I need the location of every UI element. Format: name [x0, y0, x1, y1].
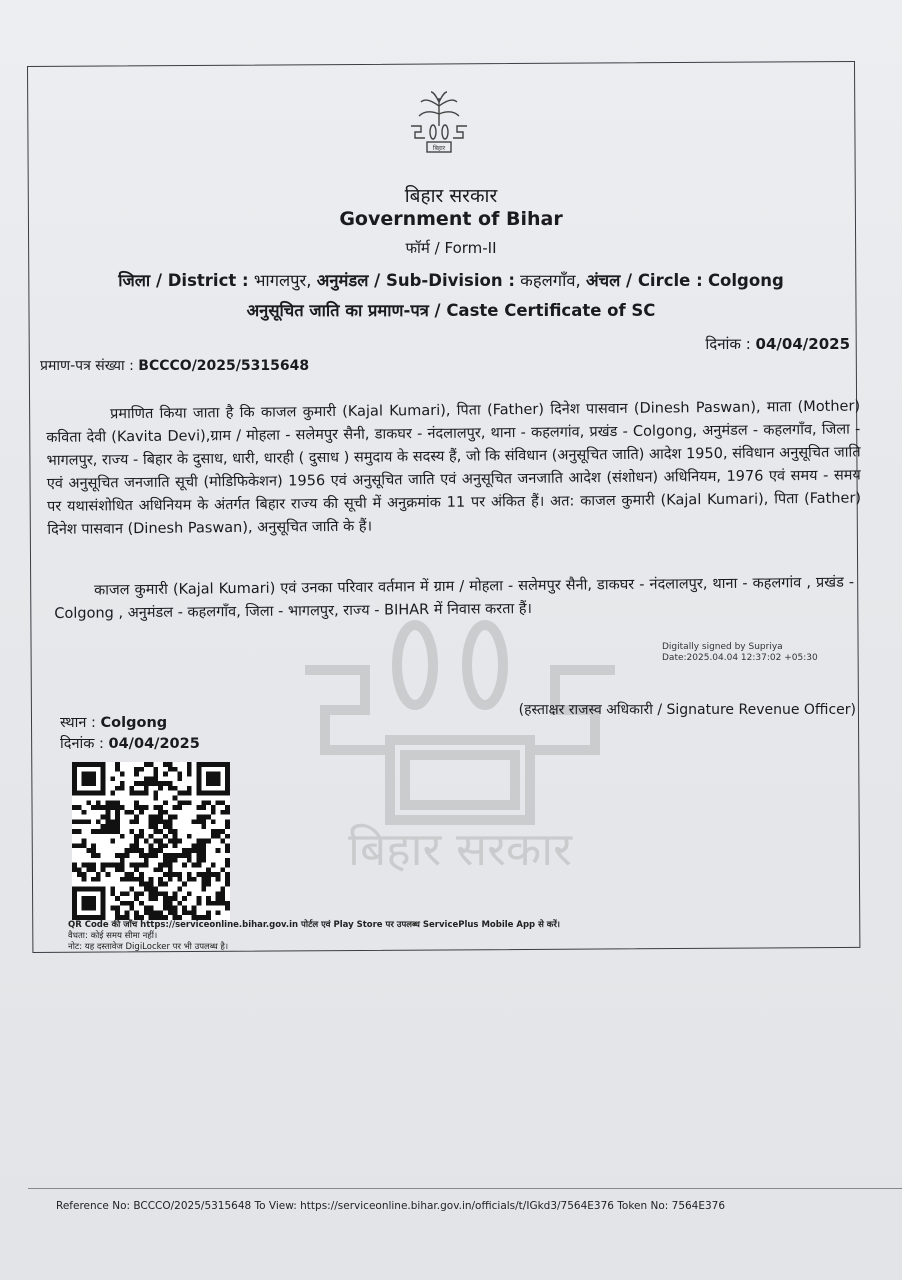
certno-value: BCCCO/2025/5315648: [138, 358, 310, 374]
residence-paragraph: काजल कुमारी (Kajal Kumari) एवं उनका परिवार वर्तमान में ग्राम / मोहला - सलेमपुर सैनी, डाकघर - नंदलालपुर, थाना - कहलगांव , प्रखंड - Colgong , अनुमंडल - कहलगाँव, जिला - भागलपुर, राज्य - BIHAR में निवास करता हैं।: [54, 574, 855, 622]
issued-date-label: दिनांक :: [60, 736, 104, 752]
date-value: 04/04/2025: [755, 335, 850, 353]
digital-signature: [662, 642, 818, 664]
date-label: दिनांक :: [705, 335, 751, 353]
issued-date-value: 04/04/2025: [108, 736, 200, 752]
note-digilocker: नोट: यह दस्तावेज DigiLocker पर भी उपलब्ध है।: [68, 942, 229, 952]
qr-code-icon: [68, 762, 234, 920]
circle-label: अंचल / Circle :: [586, 271, 703, 290]
subdivision-value: कहलगाँव,: [520, 271, 581, 290]
svg-text:बिहार: बिहार: [432, 145, 446, 152]
note-qr: QR Code की जाँच https://serviceonline.bihar.gov.in पोर्टल एवं Play Store पर उपलब्ध ServicePlus Mobile App से करें।: [68, 920, 561, 930]
subdivision-label: अनुमंडल / Sub-Division :: [316, 271, 515, 290]
certno-label: प्रमाण-पत्र संख्या :: [40, 358, 134, 374]
digital-signer: Digitally signed by Supriya: [662, 642, 783, 652]
form-number: फॉर्म / Form-II: [405, 239, 497, 257]
gov-title-english: Government of Bihar: [339, 208, 563, 230]
verification-notes: [68, 920, 560, 953]
certificate-title: अनुसूचित जाति का प्रमाण-पत्र / Caste Certificate of SC: [246, 301, 656, 320]
issued-place-date: [60, 713, 200, 755]
certification-paragraph: प्रमाणित किया जाता है कि काजल कुमारी (Kajal Kumari), पिता (Father) दिनेश पासवान (Dinesh Paswan), माता (Mother) कविता देवी (Kavita Devi),ग्राम / मोहला - सलेमपुर सैनी, डाकघर - नंदलालपुर, थाना - कहलगांव, प्रखंड - Colgong, अनुमंडल - कहलगाँव, जिला - भागलपुर, राज्य - बिहार के दुसाध, धारी, धारही ( दुसाध ) समुदाय के सदस्य हैं, जो कि संविधान (अनुसूचित जाति) आदेश 1950, संविधान अनुसूचित जाति एवं अनुसूचित जनजाति सूची (मोडिफिकेशन) 1956 एवं अनुसूचित जाति एवं अनुसूचित जनजाति आदेश (संशोधन) अधिनियम, 1976 एवं समय - समय पर यथासंशोधित अधिनियम के अंतर्गत बिहार राज्य की सूची में अनुक्रमांक 11 पर अंकित हैं। अत: काजल कुमारी (Kajal Kumari), पिता (Father) दिनेश पासवान (Dinesh Paswan), अनुसूचित जाति के हैं।: [46, 398, 862, 538]
place-label: स्थान :: [60, 715, 96, 731]
reference-footer: Reference No: BCCCO/2025/5315648 To View: https://serviceonline.bihar.gov.in/officials/t/IGkd3/7564E376 Token No: 7564E376: [56, 1200, 726, 1212]
svg-text:बिहार सरकार: बिहार सरकार: [348, 822, 572, 876]
bihar-emblem-icon: [403, 86, 475, 158]
date-row: [60, 734, 200, 755]
issue-date: [705, 334, 850, 354]
district-label: जिला / District :: [118, 271, 249, 290]
location-line: [0, 268, 902, 291]
note-validity: वैधता: कोई समय सीमा नहीं।: [68, 931, 158, 941]
digital-date: Date:2025.04.04 12:37:02 +05:30: [662, 653, 818, 663]
place-row: [60, 713, 200, 734]
circle-value: Colgong: [707, 271, 784, 290]
gov-title-hindi: बिहार सरकार: [404, 185, 498, 207]
officer-signature-label: (हस्ताक्षर राजस्व अधिकारी / Signature Revenue Officer): [518, 702, 856, 718]
footer-divider: [28, 1188, 902, 1189]
place-value: Colgong: [100, 715, 168, 731]
certificate-number: [40, 356, 309, 375]
district-value: भागलपुर,: [253, 271, 312, 290]
